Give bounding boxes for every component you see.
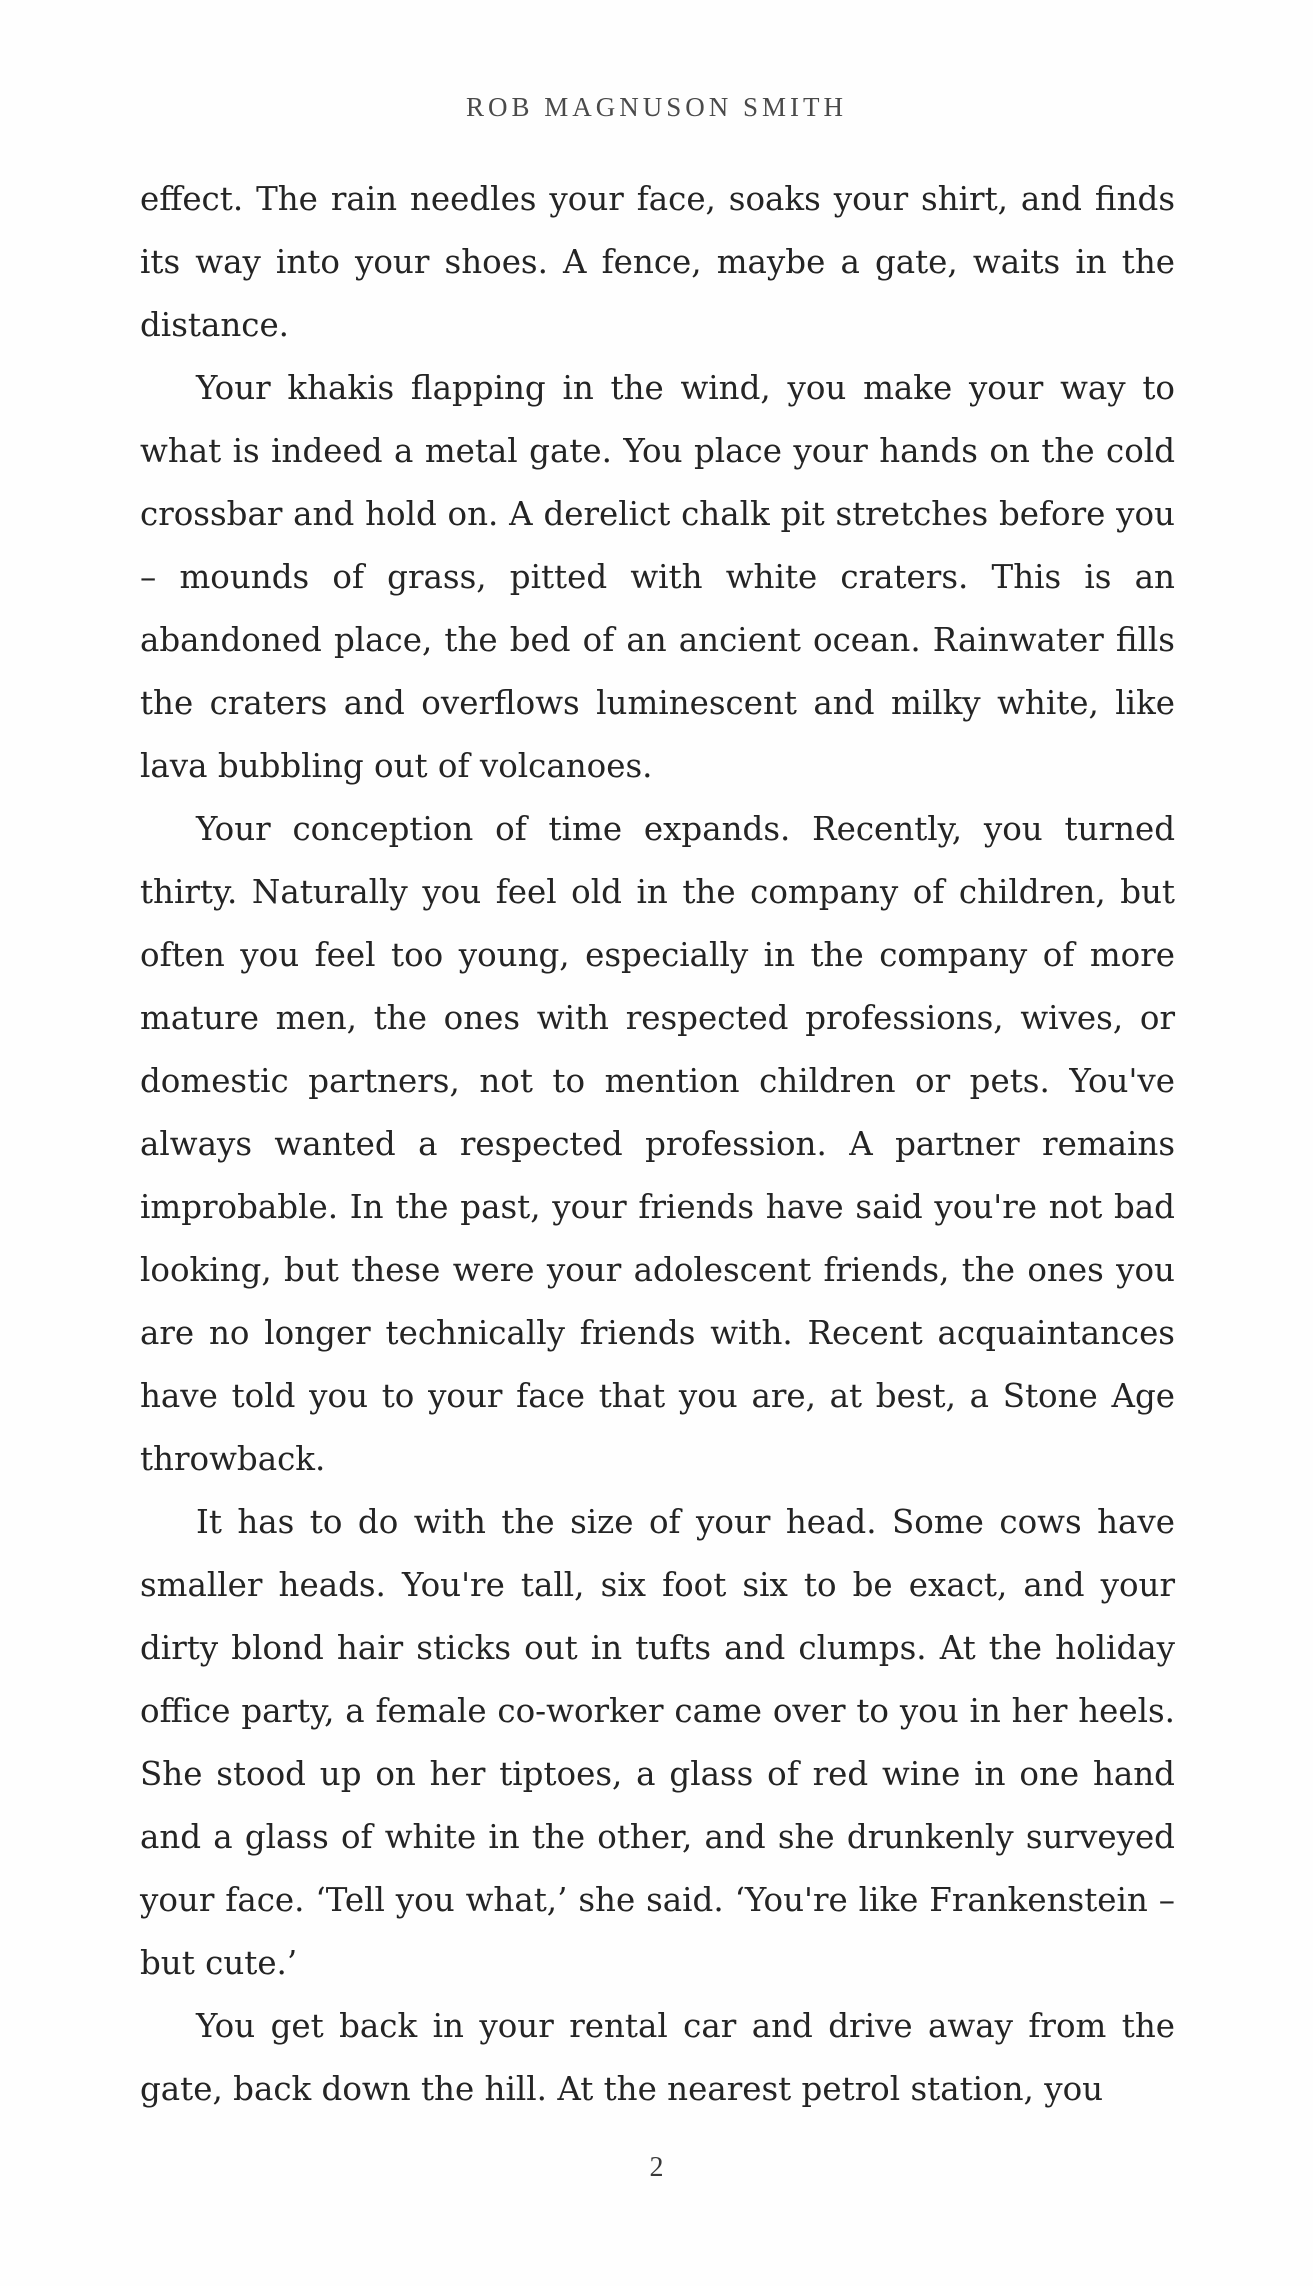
body-text [140,168,1175,2121]
paragraph: Your conception of time expands. Recently, you turned thirty. Naturally you feel old in the company of children, but often you feel too young, especially in the company of more mature men, the ones with respected professions, wives, or domestic partners, not to mention children or pets. You've always wanted a respected profession. A partner remains improbable. In the past, your friends have said you're not bad looking, but these were your adolescent friends, the ones you are no longer technically friends with. Recent acquaintances have told you to your face that you are, at best, a Stone Age throwback. [140,810,1175,1478]
paragraph: effect. The rain needles your face, soaks your shirt, and finds its way into your shoes. A fence, maybe a gate, waits in the distance. [140,180,1175,344]
running-head: ROB MAGNUSON SMITH [465,92,848,122]
paragraph: You get back in your rental car and drive away from the gate, back down the hill. At the nearest petrol station, you [140,2007,1175,2108]
page-number: 2 [649,2152,664,2183]
paragraph: Your khakis flapping in the wind, you make your way to what is indeed a metal gate. You place your hands on the cold crossbar and hold on. A derelict chalk pit stretches before you – mounds of grass, pitted with white craters. This is an abandoned place, the bed of an ancient ocean. Rainwater fills the craters and overflows luminescent and milky white, like lava bubbling out of volcanoes. [140,369,1175,785]
paragraph: It has to do with the size of your head. Some cows have smaller heads. You're tall, six foot six to be exact, and your dirty blond hair sticks out in tufts and clumps. At the holiday office party, a female co-worker came over to you in her heels. She stood up on her tiptoes, a glass of red wine in one hand and a glass of white in the other, and she drunkenly surveyed your face. ‘Tell you what,’ she said. ‘You're like Frankenstein – but cute.’ [140,1503,1175,1982]
